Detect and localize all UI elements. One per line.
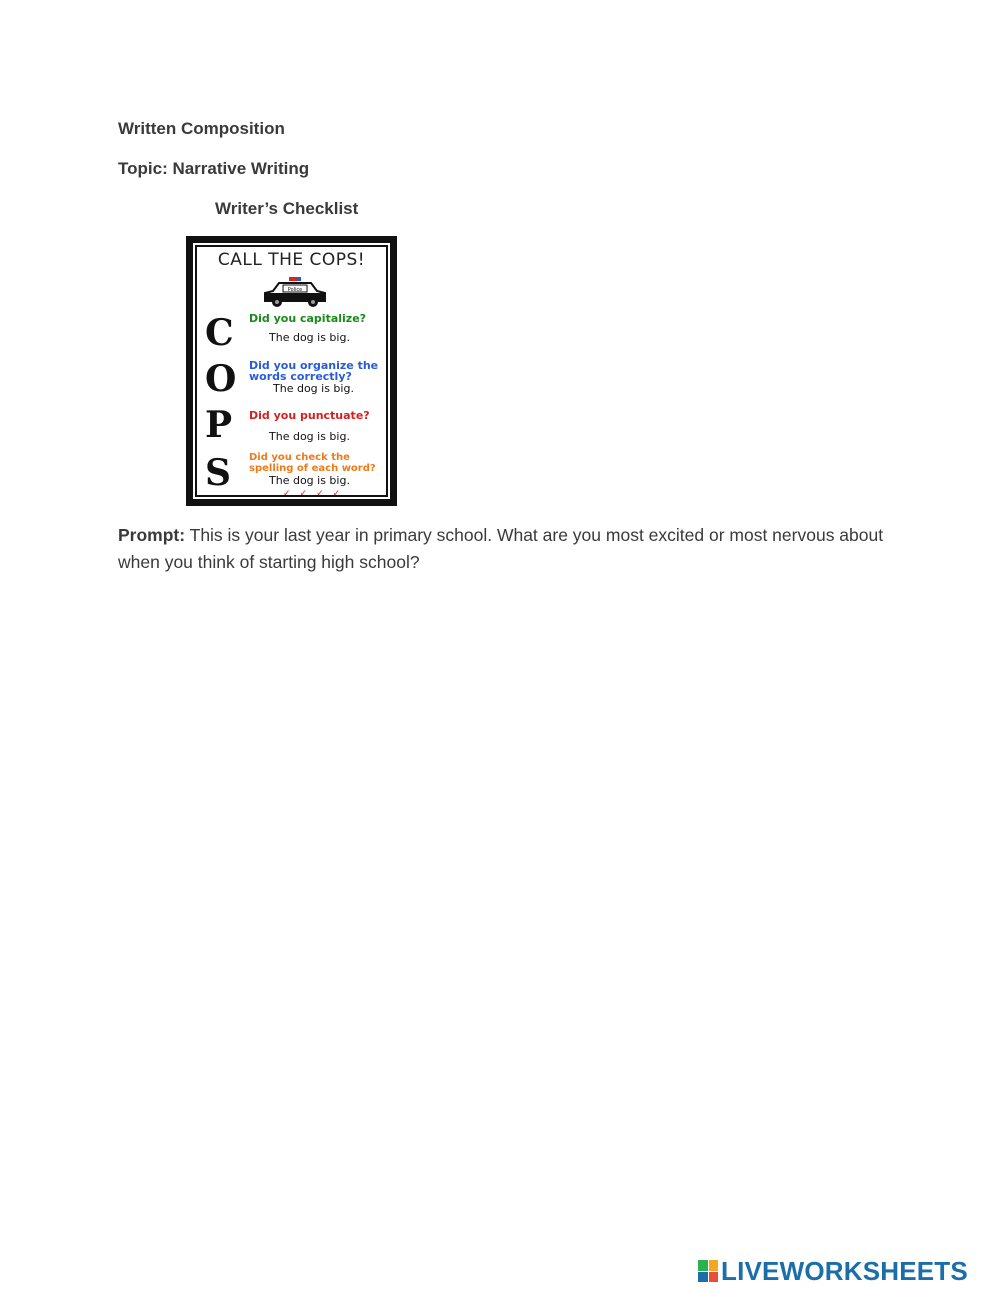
spelling-example: The dog is big. xyxy=(269,474,350,487)
letter-p: P xyxy=(205,404,233,446)
document-heading: Written Composition xyxy=(118,119,285,138)
poster-title: CALL THE COPS! xyxy=(217,250,366,270)
spelling-question-line2: spelling of each word? xyxy=(249,463,376,474)
police-car-icon xyxy=(263,277,327,307)
capitalize-example: The dog is big. xyxy=(269,331,350,344)
topic-heading: Topic: Narrative Writing xyxy=(118,159,310,178)
organize-example: The dog is big. xyxy=(273,382,354,395)
cops-checklist-poster xyxy=(186,236,397,506)
liveworksheets-logo[interactable] xyxy=(698,1257,968,1285)
organize-question-line1: Did you organize the xyxy=(249,359,379,372)
prompt-label: Prompt: xyxy=(118,525,186,545)
letter-o: O xyxy=(205,358,237,400)
police-label: Police xyxy=(287,287,303,293)
liveworksheets-logo-icon xyxy=(698,1260,718,1282)
spelling-question-line1: Did you check the xyxy=(249,452,350,463)
capitalize-question: Did you capitalize? xyxy=(249,312,367,325)
letter-c: C xyxy=(205,312,234,354)
punctuate-question: Did you punctuate? xyxy=(249,409,370,422)
checklist-heading: Writer’s Checklist xyxy=(215,199,359,218)
organize-question-line2: words correctly? xyxy=(249,370,352,383)
letter-s: S xyxy=(205,452,231,494)
writing-prompt xyxy=(118,522,898,576)
spelling-checkmarks: ✓✓✓✓ xyxy=(283,488,350,498)
punctuate-example: The dog is big. xyxy=(269,430,350,443)
prompt-text: This is your last year in primary school. What are you most excited or most nervous about when you think of starting high school? xyxy=(118,525,884,572)
liveworksheets-logo-text: LIVEWORKSHEETS xyxy=(721,1255,968,1286)
